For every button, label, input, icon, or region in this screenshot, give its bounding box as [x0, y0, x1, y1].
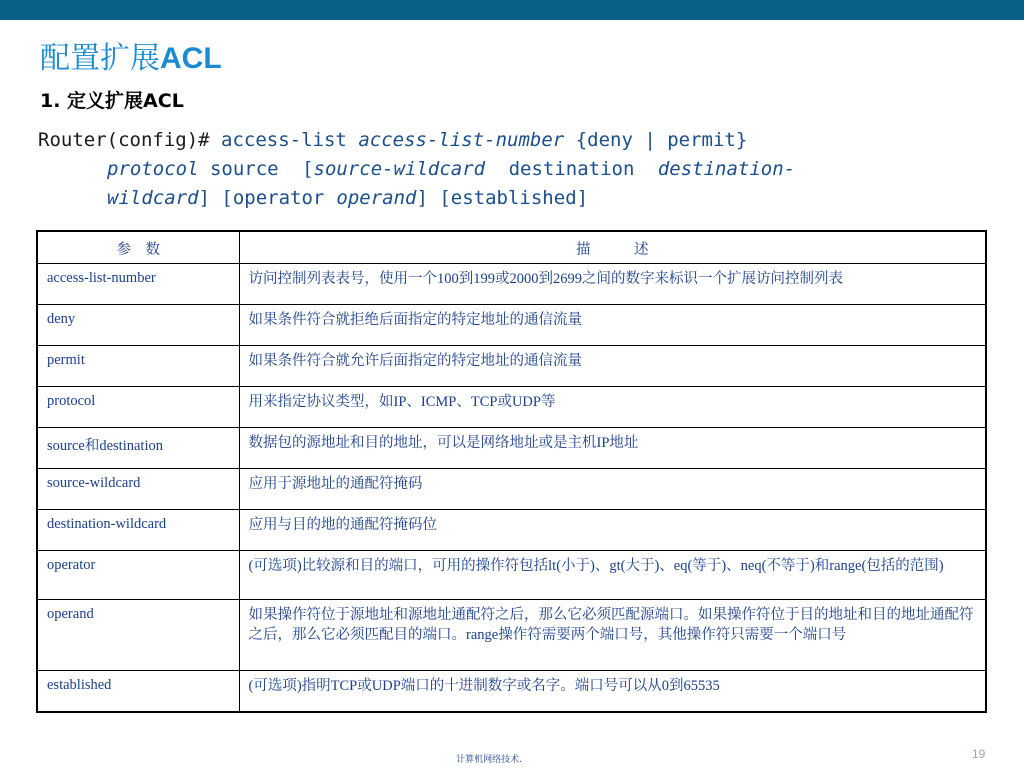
- desc-cell: (可选项)指明TCP或UDP端口的十进制数字或名字。端口号可以从0到65535: [239, 671, 986, 713]
- cmd-prompt: Router(config)#: [38, 129, 210, 151]
- desc-cell: 如果条件符合就允许后面指定的特定地址的通信流量: [239, 346, 986, 387]
- param-cell: protocol: [37, 387, 239, 428]
- desc-cell: 访问控制列表表号，使用一个100到199或2000到2699之间的数字来标识一个扩展访问控制列表: [239, 264, 986, 305]
- cmd-arg-operand: operand: [336, 187, 417, 209]
- param-cell: access-list-number: [37, 264, 239, 305]
- param-cell: established: [37, 671, 239, 713]
- slide-title-acl: ACL: [160, 42, 222, 75]
- slide-footer: 计算机网络技术.: [456, 755, 522, 765]
- param-cell: destination-wildcard: [37, 510, 239, 551]
- slide-subtitle: 1. 定义扩展ACL: [40, 90, 184, 112]
- cmd-deny-permit: {deny | permit}: [575, 129, 748, 151]
- desc-cell: 用来指定协议类型，如IP、ICMP、TCP或UDP等: [239, 387, 986, 428]
- top-accent-bar: [0, 0, 1024, 20]
- param-cell: operator: [37, 551, 239, 600]
- cmd-operator: [operator: [221, 187, 325, 209]
- cmd-open-bracket: [: [302, 158, 314, 180]
- table-row: [37, 264, 986, 305]
- table-row: [37, 305, 986, 346]
- cmd-destination: destination: [508, 158, 635, 180]
- cmd-established: [established]: [439, 187, 589, 209]
- desc-cell: 数据包的源地址和目的地址，可以是网络地址或是主机IP地址: [239, 428, 986, 469]
- param-cell: permit: [37, 346, 239, 387]
- cmd-arg-protocol: protocol: [107, 158, 199, 180]
- desc-cell: 如果操作符位于源地址和源地址通配符之后，那么它必须匹配源端口。如果操作符位于目的地址和目的地址通配符之后，那么它必须匹配目的端口。range操作符需要两个端口号，其他操作符只需要一个端口号: [239, 600, 986, 671]
- desc-cell: 应用与目的地的通配符掩码位: [239, 510, 986, 551]
- table-row: [37, 671, 986, 713]
- cmd-close-bracket: ]: [198, 187, 210, 209]
- cmd-access-list: access-list: [221, 129, 347, 151]
- cmd-arg-number: access-list-number: [358, 129, 565, 151]
- cmd-source: source: [209, 158, 279, 180]
- table-header-row: [37, 231, 986, 264]
- param-cell: source和destination: [37, 428, 239, 469]
- cmd-arg-source-wildcard: source-wildcard: [313, 158, 486, 180]
- desc-cell: (可选项)比较源和目的端口，可用的操作符包括lt(小于)、gt(大于)、eq(等于)、neq(不等于)和range(包括的范围): [239, 551, 986, 600]
- cmd-close-bracket-2: ]: [416, 187, 428, 209]
- table-row: [37, 510, 986, 551]
- header-param: 参 数: [37, 231, 239, 264]
- slide-title-cn: 配置扩展: [40, 41, 160, 76]
- table-row: [37, 346, 986, 387]
- table-row: [37, 551, 986, 600]
- param-cell: operand: [37, 600, 239, 671]
- table-row: [37, 600, 986, 671]
- param-cell: source-wildcard: [37, 469, 239, 510]
- command-syntax: [38, 126, 938, 213]
- cmd-arg-dest-wildcard-a: destination-: [657, 158, 796, 180]
- desc-cell: 应用于源地址的通配符掩码: [239, 469, 986, 510]
- slide-title: [40, 33, 222, 77]
- desc-cell: 如果条件符合就拒绝后面指定的特定地址的通信流量: [239, 305, 986, 346]
- param-cell: deny: [37, 305, 239, 346]
- header-desc: 描 述: [239, 231, 986, 264]
- cmd-arg-dest-wildcard-b: wildcard: [107, 187, 199, 209]
- table-row: [37, 387, 986, 428]
- parameter-table: [36, 230, 987, 713]
- page-number: 19: [972, 747, 986, 761]
- table-row: [37, 469, 986, 510]
- table-row: [37, 428, 986, 469]
